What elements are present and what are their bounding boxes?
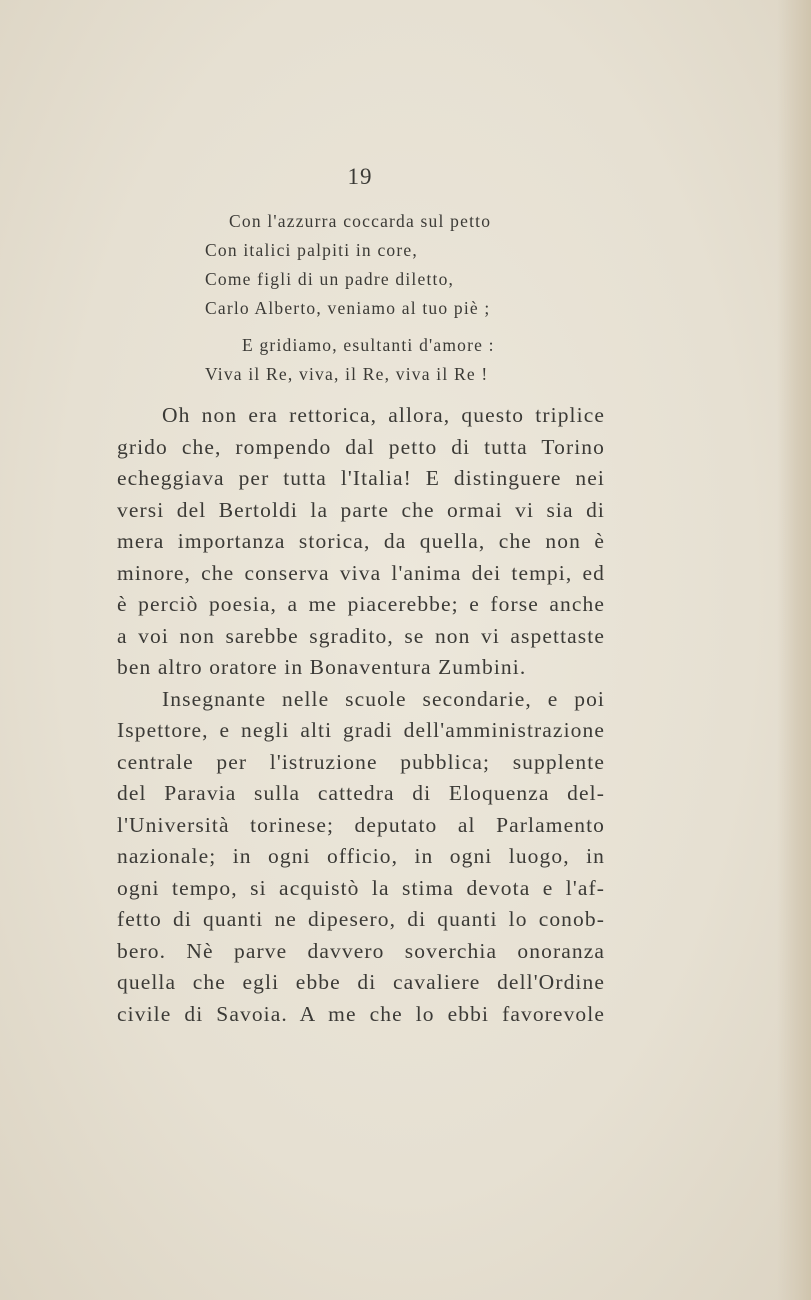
- poem-stanza-2: [205, 331, 585, 389]
- text-line: del Paravia sulla cattedra di Eloquenza del-: [117, 781, 605, 805]
- body-text: [117, 400, 605, 1030]
- text-line: l'Università torinese; deputato al Parlamento: [117, 812, 605, 837]
- text-line: centrale per l'istruzione pubblica; supplente: [117, 749, 605, 774]
- text-line: ogni tempo, si acquistò la stima devota e l'af-: [117, 875, 605, 900]
- text-line: minore, che conserva viva l'anima dei tempi, ed: [117, 560, 605, 585]
- paragraph-2: [117, 684, 605, 1031]
- page-edge-shadow: [777, 0, 811, 1300]
- text-line: mera importanza storica, da quella, che non è: [117, 529, 605, 553]
- poem-line: Carlo Alberto, veniamo al tuo piè ;: [205, 298, 491, 318]
- text-line: echeggiava per tutta l'Italia! E distinguere nei: [117, 466, 605, 490]
- text-line: Oh non era rettorica, allora, questo triplice: [162, 403, 605, 427]
- poem-line: Con italici palpiti in core,: [205, 240, 418, 260]
- text-line: nazionale; in ogni officio, in ogni luogo, in: [117, 844, 605, 868]
- paragraph-1: [117, 400, 605, 684]
- text-line: ben altro oratore in Bonaventura Zumbini.: [117, 655, 527, 679]
- poem-line: Come figli di un padre diletto,: [205, 269, 455, 289]
- page-number: 19: [347, 164, 373, 189]
- text-line: Ispettore, e negli alti gradi dell'amministrazione: [117, 718, 605, 742]
- text-line: Insegnante nelle scuole secondarie, e poi: [162, 686, 605, 711]
- text-line: fetto di quanti ne dipesero, di quanti lo conob-: [117, 907, 605, 931]
- poem-quote: [205, 207, 585, 389]
- poem-line: Viva il Re, viva, il Re, viva il Re !: [205, 364, 489, 384]
- poem-line: Con l'azzurra coccarda sul petto: [229, 211, 492, 231]
- text-line: civile di Savoia. A me che lo ebbi favorevole: [117, 1001, 605, 1026]
- text-line: quella che egli ebbe di cavaliere dell'Ordine: [117, 970, 605, 994]
- text-line: è perciò poesia, a me piacerebbe; e forse anche: [117, 592, 605, 616]
- poem-line: E gridiamo, esultanti d'amore :: [242, 335, 495, 355]
- text-line: versi del Bertoldi la parte che ormai vi sia di: [117, 497, 605, 522]
- poem-stanza-1: [205, 207, 585, 323]
- text-line: bero. Nè parve davvero soverchia onoranza: [117, 938, 605, 963]
- text-line: grido che, rompendo dal petto di tutta Torino: [117, 434, 605, 459]
- text-line: a voi non sarebbe sgradito, se non vi aspettaste: [117, 623, 605, 648]
